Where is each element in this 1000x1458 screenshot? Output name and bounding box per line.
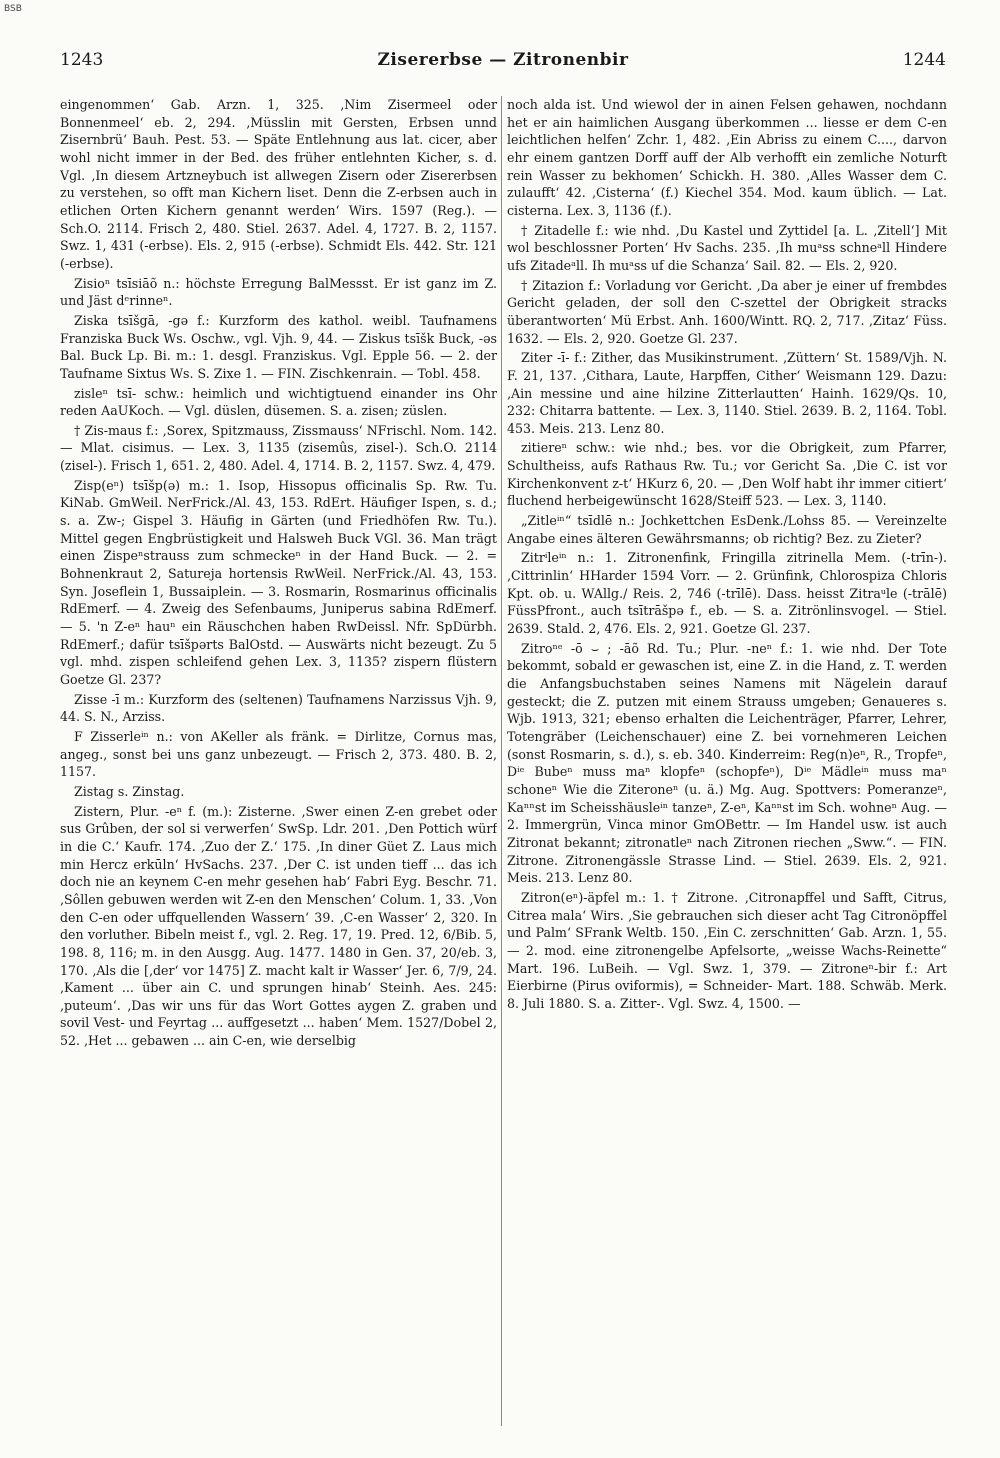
entry-ziska: Ziska tsīšgā, -gə f.: Kurzform des kathol. weibl. Taufnamens Franziska Buck Ws. Oschw., vgl. Vjh. 9, 44. — Ziskus tsīšk Buck, -əs Bal. Buck Lp. Bi. m.: 1. desgl. Franziskus. Vgl. Epple 56. — 2. der Taufname Sixtus Ws. S. Zixe 1. — FIN. Zischkenrain. — Tobl. 458. [60,312,497,381]
running-title: Zisererbse — Zitronenbir [377,50,629,70]
entry-zis-maus: † Zis-maus f.: ‚Sorex, Spitzmauss, Zissmauss‘ NFrischl. Nom. 142. — Mlat. cisimus. — Lex. 3, 1135 (zisemûs, zisel-). Sch.O. 2114 (zisel-). Frisch 1, 651. 2, 480. Adel. 4, 1714. B. 2, 1157. Swz. 4, 479. [60,422,497,474]
entry-zistern: Zistern, Plur. -eⁿ f. (m.): Zisterne. ‚Swer einen Z-en grebet oder sus Grûben, der sol si verwerfen‘ SwSp. Ldr. 201. ‚Den Pottich würf in die C.‘ Kaufr. 174. ‚Zuo der Z.‘ 175. ‚In diner Güet Z. Laus mich min Hercz erkūln‘ HvSachs. 237. ‚Der C. ist unden tieff ... das ich doch nie an keynem C-en mehr gesehen hab‘ Fabri Eyg. Beschr. 71. ‚Sôllen gebuwen werden wit Z-en den Menschen‘ Colum. 1, 33. ‚Von den C-en oder uffquellenden Wassern‘ 39. ‚C-en Wasser‘ 2, 320. In den vorluther. Bibeln meist f., vgl. 2. Reg. 17, 19. Pred. 12, 6/Bib. 5, 198. 8, 116; m. in den Ausgg. Aug. 1477. 1480 in Gen. 37, 20/eb. 3, 170. ‚Als die [‚der‘ vor 1475] Z. macht kalt ir Wasser‘ Jer. 6, 7/9, 24. ‚Kament ... über ain C. und sprungen hinab‘ Steinh. Aes. 245: ‚puteum‘. ‚Das wir uns für das Wort Gottes aygen Z. graben und sovil Vest- und Feyrtag ... auffgesetzt ... haben‘ Mem. 1527/Dobel 2, 52. ‚Het ... gebawen ... ain C-en, wie derselbig [60,803,497,1049]
library-stamp: BSB [4,4,22,14]
entry-ziter: Ziter -ī- f.: Zither, das Musikinstrument. ‚Züttern‘ St. 1589/Vjh. N. F. 21, 137. ‚Cithara, Laute, Harpffen, Cither‘ Weismann 129. Dazu: ‚Ain messine und aine hilzine Zitterlautten‘ Hainh. 1629/Qs. 10, 232: Chitarra battente. — Lex. 3, 1140. Stiel. 2639. B. 2, 1164. Tobl. 453. Meis. 213. Lenz 80. [507,350,947,436]
right-column [507,96,947,1426]
entry-zitadelle: † Zitadelle f.: wie nhd. ‚Du Kastel und Zyttidel [a. L. ‚Zitell‘] Mit wol beschlossner Porten‘ Hv Sachs. 235. ‚Ih muᵃss schneᵃll Hindere ufs Zitadeᵃll. Ih muᵃss uf die Schanza‘ Sail. 82. — Els. 2, 920. [507,222,947,273]
entry-zistag: Zistag s. Zinstag. [74,783,185,799]
entry-zitronen-apfel: Zitron(eⁿ)-äpfel m.: 1. † Zitrone. ‚Citronapffel und Safft, Citrus, Citrea mala‘ Wirs. ‚Sie gebrauchen sich dieser acht Tag Citronöpffel und Palm‘ SFrank Weltb. 150. ‚Ein C. zerschnitten‘ Gab. Arzn. 1, 55. — 2. mod. eine zitronengelbe Apfelsorte, „weisse Wachs-Reinette“ Mart. 196. LuBeih. — Vgl. Swz. 1, 379. — Zitroneⁿ-bir f.: Art Eierbirne (Pirus oviformis), = Schneider- Mart. 188. Schwäb. Merk. 8. Juli 1880. S. a. Zitter-. Vgl. Swz. 4, 1500. — [507,889,947,1011]
entry-zitlein: „Zitleⁱⁿ“ tsīdlē n.: Jochkettchen EsDenk./Lohss 85. — Vereinzelte Angabe eines älteren Gewährsmanns; ob richtig? Bez. zu Zieter? [507,513,947,546]
entry-zitieren: zitiereⁿ schw.: wie nhd.; bes. vor die Obrigkeit, zum Pfarrer, Schultheiss, aufs Rathaus Rw. Tu.; vor Gericht Sa. ‚Die C. ist vor Kirchenkonvent z-t‘ HKurz 6, 20. — ‚Den Wolf habt ihr immer citiert‘ fluchend herbeigewünscht 1628/Steiff 523. — Lex. 3, 1140. [507,440,947,509]
entry-zisse: Zisse -ī m.: Kurzform des (seltenen) Taufnamens Narzissus Vjh. 9, 44. S. N., Arziss. [60,691,497,725]
left-column [60,96,497,1426]
entry-zitazion: † Zitazion f.: Vorladung vor Gericht. ‚Da aber je einer uf frembdes Gericht geladen, der soll den C-szettel der Obrigkeit stracks überantworten‘ Mü Erbst. Anh. 1600/Wintt. RQ. 2, 717. ‚Zitaz‘ Füss. 1632. — Els. 2, 920. Goetze Gl. 237. [507,277,947,346]
page-number-right: 1244 [902,50,946,70]
entry-zitrilein: Zitrⁱleⁱⁿ n.: 1. Zitronenfink, Fringilla zitrinella Mem. (-trīn-). ‚Cittrinlin‘ HHarder 1594 Vorr. — 2. Grünfink, Chlorospiza Chloris Kpt. ob. u. WAllg./ Reis. 2, 746 (-trīlē). Dass. heisst Zitraᵘle (-trālē) FüssPfront., auch tsītrāšpə f., eb. — S. a. Zitrönlinsvogel. — Stiel. 2639. Stald. 2, 476. Els. 2, 921. Goetze Gl. 237. [507,550,947,637]
entry-zision: Zisioⁿ tsīsiāõ n.: höchste Erregung BalMessst. Er ist ganz im Z. und Jäst dᵉrinneⁿ. [60,275,497,309]
running-header [60,50,946,74]
entry-continuation: eingenommen‘ Gab. Arzn. 1, 325. ‚Nim Zisermeel oder Bonnenmeel‘ eb. 2, 294. ‚Müsslin mit Gersten, Erbsen unnd Zisernbrü‘ Bauh. Pest. 53. — Späte Entlehnung aus lat. cicer, aber wohl nicht immer in der Bed. des früher entlehnten Kicher, s. d. Vgl. ‚In diesem Artzneybuch ist allwegen Zisern oder Zisererbsen zu verstehen, so offt man Kichern liset. Denn die Z-erbsen auch in etlichen Orten Kichern genannt werden‘ Wirs. 1597 (Reg.). — Sch.O. 2114. Frisch 2, 480. Stiel. 2637. Adel. 4, 1727. B. 2, 1157. Swz. 1, 431 (-erbse). Els. 2, 915 (-erbse). Schmidt Els. 442. Str. 121 (-erbse). [60,97,497,271]
entry-continuation: noch alda ist. Und wiewol der in ainen Felsen gehawen, nochdann het er ain haimlichen Ausgang überkommen ... liesse er dem C-en leichtlichen helfen‘ Zchr. 1, 482. ‚Ein Abriss zu einem C...., darvon ehr einem gantzen Dorff auff der Alb verhofft ein zemliche Noturft rein Wasser zu bekhomen‘ Schickh. H. 380. ‚Alles Wasser dem C. zulaufft‘ 42. ‚Cisterna‘ (f.) Kiechel 354. Mod. kaum üblich. — Lat. cisterna. Lex. 3, 1136 (f.). [507,97,947,218]
entry-zisserlein: F Zisserleⁱⁿ n.: von AKeller als fränk. = Dirlitze, Cornus mas, angeg., sonst bei uns ganz unbezeugt. — Frisch 2, 373. 480. B. 2, 1157. [60,728,497,780]
entry-zitrone: Zitroⁿᵉ -ō ⌣ ; -āõ Rd. Tu.; Plur. -neⁿ f.: 1. wie nhd. Der Tote bekommt, sobald er gewaschen ist, eine Z. in die Hand, z. T. werden die Anfangsbuchstaben seines Namens mit Nägelein darauf gesteckt; die Z. putzen mit einem Strauss umgeben; Genaueres s. Wjb. 1913, 321; ebenso erhalten die Leichenträger, Pfarrer, Lehrer, Totengräber (Leichenschauer) eine Z. bei vornehmeren Leichen (sonst Rosmarin, s. d.), s. eb. 340. Kinderreim: Reg(n)eⁿ, R., Tropfeⁿ, Dⁱᵉ Bubeⁿ muss maⁿ klopfeⁿ (schopfeⁿ), Dⁱᵉ Mädleⁱⁿ muss maⁿ schoneⁿ Wie die Ziteroneⁿ (u. ä.) Mg. Aug. Spottvers: Pomeranzeⁿ, Kaⁿⁿst im Scheisshäusleⁱⁿ tanzeⁿ, Z-eⁿ, Kaⁿⁿst im Sch. wohneⁿ Aug. — 2. Immergrün, Vinca minor GmOBettr. — Im Handel usw. ist auch Zitronat bekannt; zitronatleⁿ nach Zitronen riechen „Sww.“. — FIN. Zitrone. Zitronengässle Strasse Lind. — Stiel. 2639. Els. 2, 921. Meis. 213. Lenz 80. [507,640,947,886]
entry-zislen: zisleⁿ tsī- schw.: heimlich und wichtigtuend einander ins Ohr reden AaUKoch. — Vgl. düslen, düsemen. S. a. zisen; züslen. [60,385,497,419]
column-divider [501,96,502,1426]
entry-zispen: Zisp(eⁿ) tsīšp(ə) m.: 1. Isop, Hissopus officinalis Sp. Rw. Tu. KiNab. GmWeil. NerFrick./Al. 43, 153. RdErt. Häufiger Ispen, s. d.; s. a. Zw-; Gispel 3. Häufig in Gärten (und Friedhöfen Rw. Tu.). Mittel gegen Engbrüstigkeit und Halsweh Buck VGl. 36. Man trägt einen Zispeⁿstrauss zum schmeckeⁿ in der Hand Buck. — 2. = Bohnenkraut 2, Satureja hortensis RwWeil. NerFrick./Al. 43, 153. Syn. Joseflein 1, Bussaiplein. — 3. Rosmarin, Rosmarinus officinalis RdEmerf. — 4. Zweig des Sefenbaums, Juniperus sabina RdEmerf. — 5. 'n Z-eⁿ hauⁿ ein Räuschchen haben RwDeissl. Nfr. SpDürbh. RdEmerf.; dafür tsīšpərts BalOstd. — Auswärts nicht bezeugt. Zu 5 vgl. mhd. zispen schleifend gehen Lex. 3, 1135? zispern flüstern Goetze Gl. 237? [60,477,497,687]
page-number-left: 1243 [60,50,104,70]
